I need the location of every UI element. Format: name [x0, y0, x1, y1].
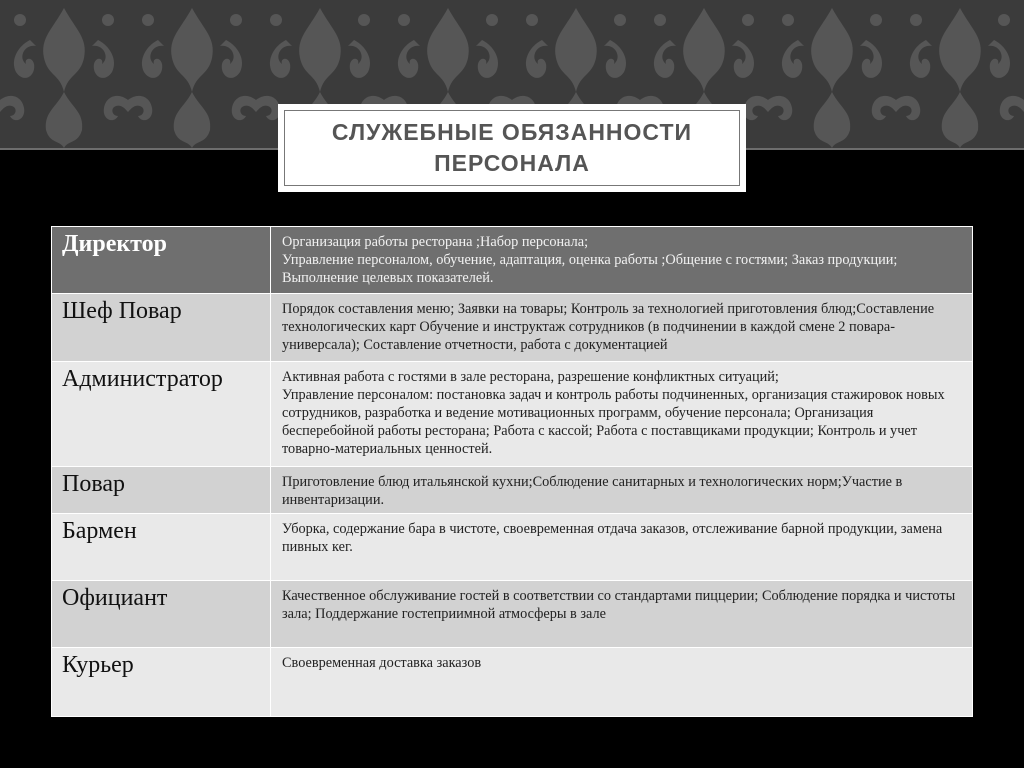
duties-cell: Своевременная доставка заказов — [271, 648, 973, 717]
role-cell: Бармен — [52, 514, 271, 581]
role-cell: Шеф Повар — [52, 294, 271, 362]
duties-table — [51, 226, 973, 717]
duties-cell: Уборка, содержание бара в чистоте, своевременная отдача заказов, отслеживание барной продукции, замена пивных кег. — [271, 514, 973, 581]
table-row — [52, 294, 973, 362]
duties-cell: Приготовление блюд итальянской кухни;Соблюдение санитарных и технологических норм;Участие в инвентаризации. — [271, 467, 973, 514]
table-row — [52, 514, 973, 581]
table-row — [52, 648, 973, 717]
page-title-line-2: ПЕРСОНАЛА — [434, 150, 590, 176]
duties-cell: Порядок составления меню; Заявки на товары; Контроль за технологией приготовления блюд;Составление технологических карт Обучение и инструктаж сотрудников (в подчинении в каждой смене 2 повара-универсала); Составление отчетности, работа с документацией — [271, 294, 973, 362]
table-row — [52, 227, 973, 294]
role-cell: Официант — [52, 581, 271, 648]
duties-cell: Активная работа с гостями в зале ресторана, разрешение конфликтных ситуаций; Управление персоналом: постановка задач и контроль работы подчиненных, организация стажировок новых сотрудников, разработка и ведение мотивационных программ, обучение персонала; Организация бесперебойной работы ресторана; Работа с кассой; Работа с поставщиками продукции; Контроль и учет товарно-материальных ценностей. — [271, 362, 973, 467]
role-cell: Администратор — [52, 362, 271, 467]
title-box — [278, 104, 746, 192]
role-cell: Курьер — [52, 648, 271, 717]
duties-cell: Качественное обслуживание гостей в соответствии со стандартами пиццерии; Соблюдение порядка и чистоты зала; Поддержание гостеприимной атмосферы в зале — [271, 581, 973, 648]
table-row — [52, 581, 973, 648]
duties-cell: Организация работы ресторана ;Набор персонала; Управление персоналом, обучение, адаптация, оценка работы ;Общение с гостями; Заказ продукции; Выполнение целевых показателей. — [271, 227, 973, 294]
role-cell: Директор — [52, 227, 271, 294]
page-title-line-1: СЛУЖЕБНЫЕ ОБЯЗАННОСТИ — [331, 119, 693, 145]
table-row — [52, 362, 973, 467]
role-cell: Повар — [52, 467, 271, 514]
table-row — [52, 467, 973, 514]
